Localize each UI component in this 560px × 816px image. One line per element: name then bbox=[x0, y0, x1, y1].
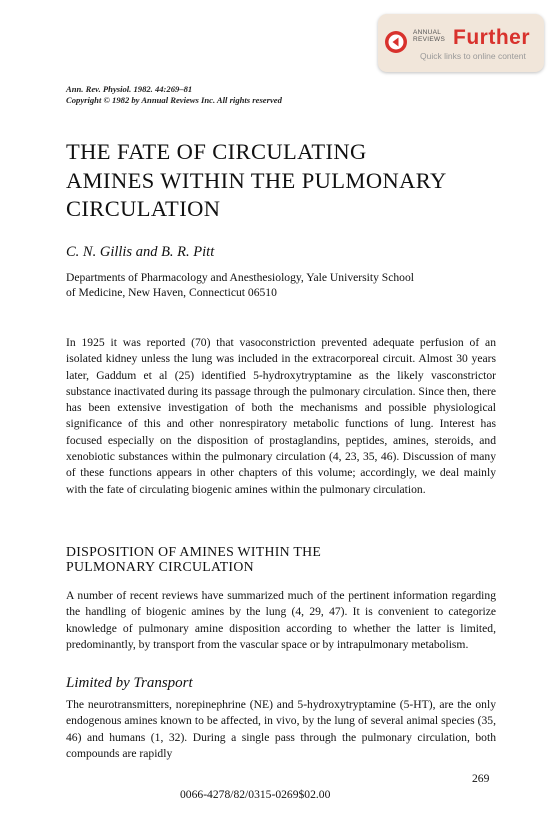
affiliation-line: Departments of Pharmacology and Anesthesiology, Yale University School bbox=[66, 271, 414, 284]
annual-reviews-logo-icon bbox=[384, 30, 408, 54]
section-heading bbox=[66, 544, 506, 574]
title-line: CIRCULATION bbox=[66, 196, 221, 221]
badge-brand-line1: ANNUAL bbox=[413, 29, 442, 36]
affiliation-line: of Medicine, New Haven, Connecticut 06510 bbox=[66, 286, 277, 299]
title-line: THE FATE OF CIRCULATING bbox=[66, 139, 367, 164]
section-paragraph: A number of recent reviews have summarized much of the pertinent information regarding the handling of biogenic amines by the lung (4, 29, 47). It is convenient to categorize knowledge of pulmonary amine disposition according to whether the latter is limited, predominantly, by transport from the vascular space or by intrapulmonary metabolism. bbox=[66, 589, 496, 651]
author-affiliation bbox=[66, 270, 506, 300]
badge-title: Further bbox=[453, 26, 530, 49]
subsection-paragraph: The neurotransmitters, norepinephrine (NE) and 5-hydroxytryptamine (5-HT), are the only endogenous amines known to be affected, in vivo, by the lung of several animal species (35, 46) and humans (1, 32). During a single pass through the pulmonary circulation, both compounds are rapidly bbox=[66, 698, 496, 760]
annual-reviews-further-badge[interactable] bbox=[378, 14, 544, 72]
badge-brand bbox=[413, 29, 445, 43]
footer-code: 0066-4278/82/0315-0269$02.00 bbox=[180, 788, 331, 801]
article-title bbox=[66, 138, 506, 224]
badge-subtitle-link[interactable]: Quick links to online content bbox=[420, 51, 526, 61]
section-heading-line: DISPOSITION OF AMINES WITHIN THE bbox=[66, 544, 322, 559]
badge-brand-line2: REVIEWS bbox=[413, 36, 446, 43]
subsection-heading: Limited by Transport bbox=[66, 675, 193, 691]
title-line: AMINES WITHIN THE PULMONARY bbox=[66, 167, 447, 193]
copyright-line: Copyright © 1982 by Annual Reviews Inc. All rights reserved bbox=[66, 95, 282, 105]
journal-meta bbox=[66, 84, 282, 106]
article-authors: C. N. Gillis and B. R. Pitt bbox=[66, 244, 215, 260]
intro-paragraph: In 1925 it was reported (70) that vasoconstriction prevented adequate perfusion of an isolated kidney unless the lung was included in the extracorporeal circuit. Almost 30 years later, Gaddum et al (25) identified 5-hydroxytryptamine as the likely vasconstrictor substance inactivated during its passage through the pulmonary circulation. Since then, there has been extensive investigation of both the mechanisms and possible physiological significance of this and other nonrespiratory metabolic functions of lung. Interest has focused especially on the disposition of prostaglandins, peptides, amines, steroids, and xenobiotic substances within the pulmonary circulation (4, 23, 35, 46). Discussion of many of these functions appears in other chapters of this volume; accordingly, we deal mainly with the fate of circulating biogenic amines within the pulmonary circulation. bbox=[66, 336, 496, 496]
journal-citation: Ann. Rev. Physiol. 1982. 44:269–81 bbox=[66, 84, 193, 94]
page-number: 269 bbox=[472, 772, 490, 785]
section-heading-line: PULMONARY CIRCULATION bbox=[66, 559, 254, 574]
